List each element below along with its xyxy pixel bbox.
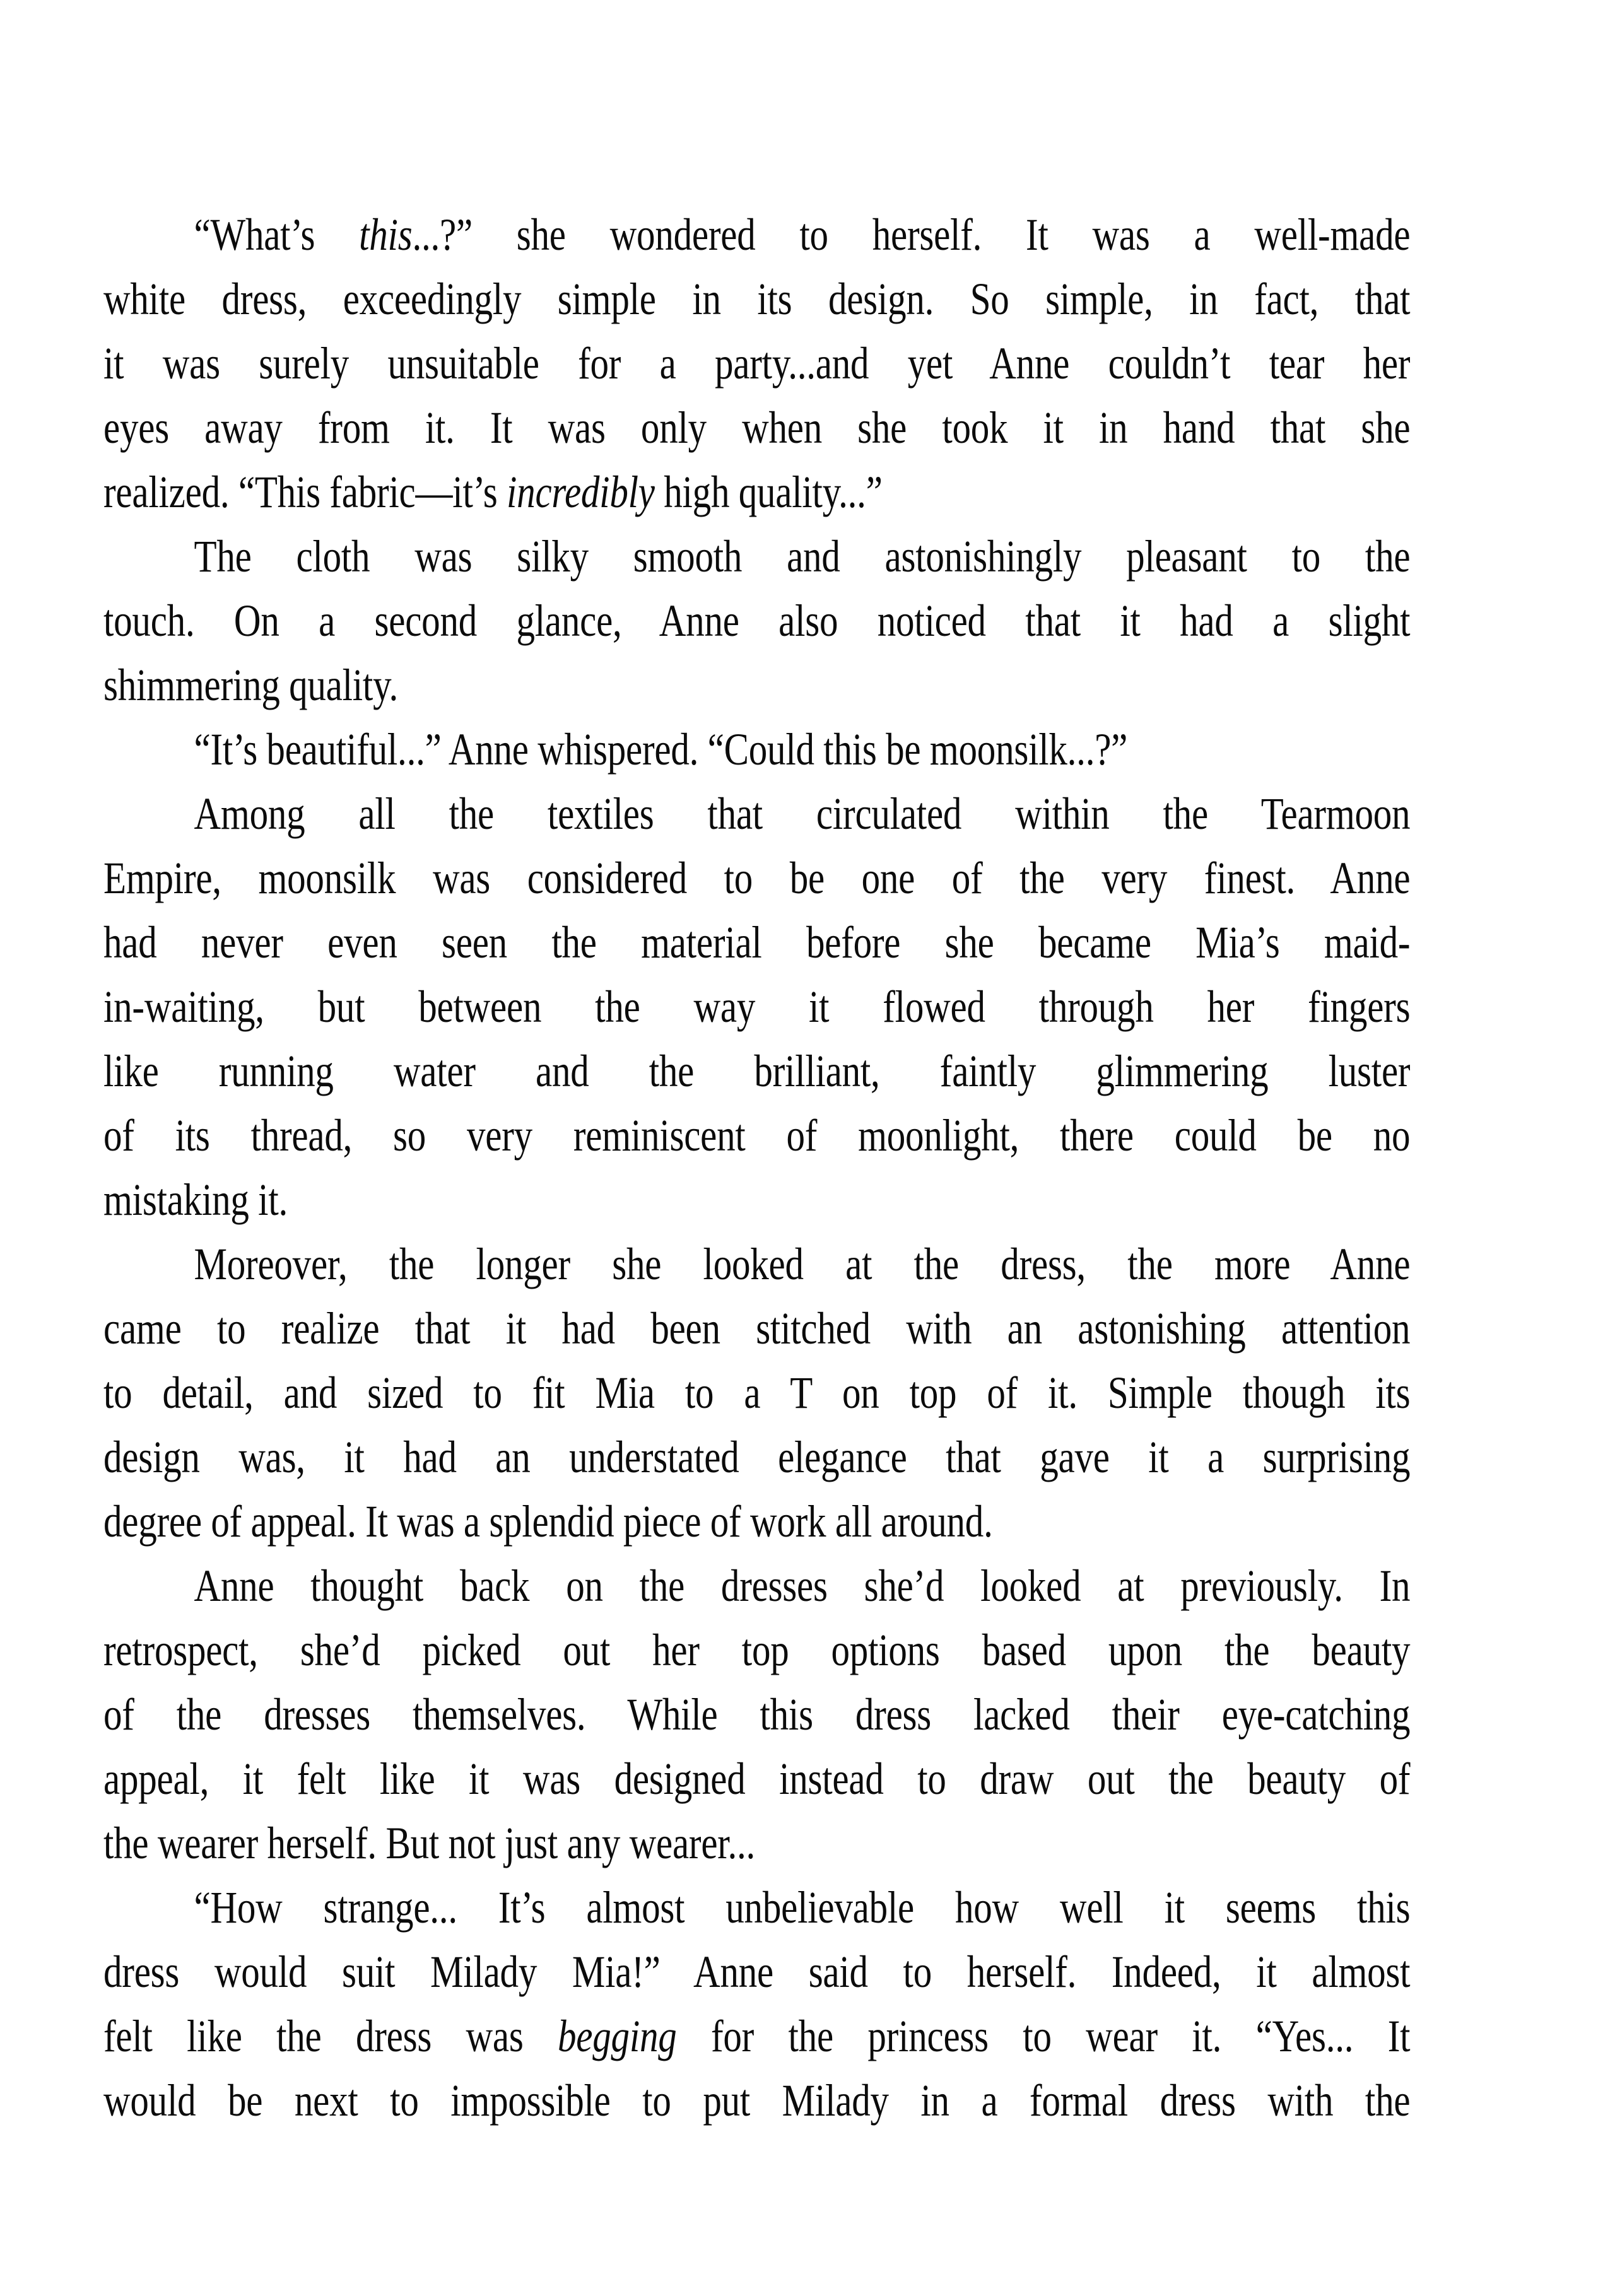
text-run: shimmering quality. [103, 660, 399, 710]
text-run: for the princess to wear it. “Yes... It [676, 2011, 1411, 2061]
text-run: “What’s [194, 209, 360, 260]
book-page-text [103, 202, 1410, 2133]
text-run: it was surely unsuitable for a party...and yet Anne couldn’t tear her [103, 338, 1411, 389]
text-line [103, 460, 1410, 524]
text-run: Empire, moonsilk was considered to be one of the very finest. Anne [103, 853, 1411, 903]
text-run: design was, it had an understated elegance that gave it a surprising [103, 1432, 1411, 1482]
text-line [103, 653, 1410, 717]
text-line [103, 846, 1410, 910]
text-run: white dress, exceedingly simple in its design. So simple, in fact, that [103, 274, 1411, 324]
text-run: Among all the textiles that circulated within the Tearmoon [194, 788, 1411, 839]
text-run: eyes away from it. It was only when she took it in hand that she [103, 402, 1411, 453]
text-run: touch. On a second glance, Anne also noticed that it had a slight [103, 595, 1411, 646]
italic-text-run: incredibly [507, 467, 655, 517]
text-line [103, 1875, 1410, 1940]
text-run: came to realize that it had been stitched with an astonishing attention [103, 1303, 1411, 1354]
text-run: “It’s beautiful...” Anne whispered. “Could this be moonsilk...?” [194, 724, 1128, 775]
text-line [103, 1682, 1410, 1747]
text-run: realized. “This fabric—it’s [103, 467, 507, 517]
text-line [103, 589, 1410, 653]
text-line [103, 395, 1410, 460]
text-run: high quality...” [654, 467, 883, 517]
text-line [103, 1425, 1410, 1489]
text-line [103, 1103, 1410, 1168]
text-line [103, 1361, 1410, 1425]
text-run: to detail, and sized to fit Mia to a T on top of it. Simple though its [103, 1368, 1411, 1418]
text-line [103, 1232, 1410, 1296]
text-line [103, 1039, 1410, 1103]
italic-text-run: this [359, 209, 413, 260]
text-run: Anne thought back on the dresses she’d looked at previously. In [194, 1561, 1411, 1611]
text-run: of the dresses themselves. While this dress lacked their eye-catching [103, 1689, 1411, 1740]
text-run: ...?” she wondered to herself. It was a well-made [412, 209, 1411, 260]
text-line [103, 910, 1410, 975]
text-line [103, 267, 1410, 331]
text-line [103, 1489, 1410, 1554]
text-run: in-waiting, but between the way it flowed through her fingers [103, 981, 1411, 1032]
text-run: of its thread, so very reminiscent of moonlight, there could be no [103, 1110, 1411, 1161]
text-run: the wearer herself. But not just any wearer... [103, 1818, 755, 1868]
text-line [103, 975, 1410, 1039]
text-run: “How strange... It’s almost unbelievable how well it seems this [194, 1882, 1411, 1933]
text-line [103, 1168, 1410, 1232]
text-run: The cloth was silky smooth and astonishingly pleasant to the [194, 531, 1411, 582]
text-run: retrospect, she’d picked out her top options based upon the beauty [103, 1625, 1411, 1675]
text-run: felt like the dress was [103, 2011, 558, 2061]
text-run: appeal, it felt like it was designed instead to draw out the beauty of [103, 1754, 1411, 1804]
text-run: dress would suit Milady Mia!” Anne said to herself. Indeed, it almost [103, 1947, 1411, 1997]
text-line [103, 524, 1410, 589]
text-run: would be next to impossible to put Milady in a formal dress with the [103, 2075, 1411, 2126]
text-line [103, 2004, 1410, 2068]
italic-text-run: begging [558, 2011, 677, 2061]
text-run: had never even seen the material before she became Mia’s maid- [103, 917, 1411, 968]
text-line [103, 1554, 1410, 1618]
text-line [103, 2068, 1410, 2133]
text-line [103, 1940, 1410, 2004]
text-run: degree of appeal. It was a splendid piece of work all around. [103, 1496, 993, 1547]
text-line [103, 331, 1410, 395]
text-run: Moreover, the longer she looked at the dress, the more Anne [194, 1239, 1411, 1289]
text-line [103, 717, 1410, 782]
text-run: mistaking it. [103, 1174, 288, 1225]
text-line [103, 202, 1410, 267]
text-line [103, 782, 1410, 846]
text-line [103, 1618, 1410, 1682]
text-line [103, 1811, 1410, 1875]
text-line [103, 1296, 1410, 1361]
text-line [103, 1747, 1410, 1811]
text-run: like running water and the brilliant, faintly glimmering luster [103, 1046, 1411, 1096]
